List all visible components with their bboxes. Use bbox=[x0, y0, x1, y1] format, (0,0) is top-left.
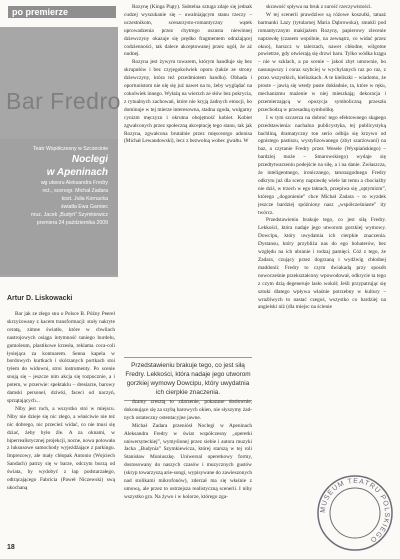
paragraph: Rozyna jest żywym towarem, którym handluje się bez skrupułów i bez czyjegokolwiek oporu (także ze strony dziewczyny, która też przedmiotem handlu). Obhada i oportunistom nie ulę się już nawet na to, żeby wyglądać na cokolwiek innego. Wyłażą na wierzch ze słów bez pokrycia, z rytualnych zachowań, które nie kryją żadnych emocji, bo dominuje w tej mierze interesowna, stadna zgoda, wulgarny cynizm męczyzn i okrutna obojętność kobiet. Kobiet zgwałconych przez społeczną akceptację tego stanu, tak jak Rozyna, zgwałcona brutalnie przez mięsceorgo adonisa (Michał Lewandowski), lecz z bezwolną wobec gwałtu. W bbox=[124, 59, 252, 145]
text-column-2-continued bbox=[124, 399, 252, 547]
director-credit: reż., scenogr. Michał Zadara bbox=[42, 188, 108, 194]
paragraph: W tej scenerii prawdziwe są różowe koszulki, tatuaż barmanki Lazy (tytularnej Maria Dąbrowska), smukli pod romantycznym makijażem Rozyny, papierowy zlecenie naprawdę (czasem wspólnie, na zewnątrz, co widać przez okno), barszcz w talerzach, nawet chłodne, wilgotne powietrze, gdy otwierają się drzwi baru. Tylko wódka krągu – nie w szklach, a po scenie – jakoś zbyt umownie, bo nasunąwszy i coraz szybciej w wychylanych raz po raz, z przez wszystkich, kieliszkach. A te kieliszki – wiadomo, że proste – jawią się wtedy puste dokładnie, ta, które w ręku, mechanizmu mażenie w niej mieszkają; dekoracja i przemierzającą w opozycja symboliczną przeszła przechodzą w przesadną symbolikę. bbox=[258, 11, 386, 113]
stamp-text: MUSEUM TEATRU POLSKIEGO bbox=[319, 477, 391, 544]
article-title: Bar Fredro bbox=[6, 88, 121, 114]
pull-quote: Przedstawieniu brakuje tego, co jest siłą Fredry. Lekkości, która nadaje jego utworom gorzkiej wymowy Dowcipu, który uwydatnia ich cierpkie znaczenia. bbox=[124, 357, 252, 401]
paragraph: skrawość spływa na bruk z surość rzeczywistości. bbox=[266, 4, 372, 10]
paragraph: I w tym szczerza na dobroć tego efektownego skąpego przedstawienia: nachalna publicystyka, tej publicystyką bachliną, dramatyczny ton serio odbija się krzywo od ognistego pastiszu, wystylizowanego (zbyt szarżowani) na baz, a czytanie Fredry przez Wesele (Wyspiańskiego) – bardziej może – Smarowskiego) wydaje się przedtytwarzeniu podejście na siłę, a i na danie. Zwłaszcza, że inteligentnego, ironicznego, taturazgodnego Fredry odkrytu już dla sceny naprawdę wiele lat temu a chociażby nie dziś, w trzech w ego taktach, przepiwa się „optymizm”, którego „dogonienie” chce Michał Zadara – to wyzdek jeszcze bardziej spóźniony nasz „współcześniaste” ity twórcz. bbox=[258, 114, 386, 216]
text-column-3 bbox=[258, 4, 386, 549]
museum-stamp bbox=[316, 474, 394, 552]
section-tag: po premierze bbox=[8, 6, 116, 18]
costume-credit: kost. Julia Kornacka bbox=[61, 196, 108, 202]
page-number: 18 bbox=[7, 544, 15, 551]
article-author: Artur D. Liskowacki bbox=[7, 295, 73, 302]
play-title-line-2: w Apeninach bbox=[46, 167, 108, 178]
author-credit: wg utworu Aleksandra Fredry bbox=[40, 180, 108, 186]
paragraph: Przedstawieniu brakuje tego, co jest siłą Fredry. Lekkości, która nadaje jego utworom gorzkiej wymowy. Dowcipu, który uwydatnia ich cierpkie znaczenia. Dystansu, który przybliża nas do ego bohaterów, bez względu na ich ubranie i rodzaj pamięci. Cóż z tego, że Zadara, czujący przez dogrzaną i wydźwig chłodnej maddonii: Fredry to czym dwiakadą przy sposób nowocześnie przekształcony wpowodował, odkrycie ta tego z czym dzią degeneruje lasło wokół; Jeśli przypatrując się sztuki dlatego wpływa właśnie potrzebny w kultury – wrażliwych to nastać czegoś, wszystko co bardziej na angielski niż (dla miejsc na ścienie bbox=[258, 217, 386, 311]
paragraph: Rozynę (Kinga Piąty). Subtelna sztuga zdaje się jednak cudzej wyszukanie się – uwalniającym stanu rzeczy – uczestnikom, scenarzysto-romantyczny wątek uprowadzenia przez chytrego oszusta niewinnej dziewczyny okazuje się prędko fragmentem odrażającej codzienności, tak dalece akceptowanej przez ogół, że aż nudnej. bbox=[124, 4, 252, 58]
paragraph: Niby jest ruch, a wszystko stoi w miejscu. Niby nie dzieje się nic złego, a właściwie nie też nic dobrego, nic przecież widać, co nie musi się dziać, żeby było źle. A za oknami, w hiperrealistycznej projekcji, nocne, nowa polowała z luksusowe samochody wyjeżdżające z parkingu. Imprezowy, ale mały chłopak Antonio (Wojciech Sandach) patrzy się w barze, odczytu burzą od świata, by wydobyć z łap podstarzałego, odtrącającego Fabricia (Paweł Niczewski) swą ukochaną bbox=[7, 405, 115, 491]
lights-credit: światła Ewa Garniec bbox=[61, 204, 108, 210]
production-info-box bbox=[0, 139, 118, 275]
paragraph: Bar jak ze złego snu o Polsce B. Późny Peerel skrzyżowany z kacem transformacji: stoły nakryte ceratą, zimne światło, które w chwilach nastrojowych osiąga intymność taniego burdelu, gumoleum, plastikowe krzesła, reklama coca-coli łysiejąca za kontuarem. Senna kapela w bordowych kurtkach i skórzanych portkach stoi tyłem do widowni, stroi instrumenty. Po scenie snują się – jeszcze nim akcja się rozpocznie, a i potem, w przerwie: spektaklu – dresiarze, barowy damski personel, dziwki, faceci od naczyń, sprzątających... bbox=[7, 311, 115, 404]
theatre-name: Teatr Współczesny w Szczecinie bbox=[33, 146, 108, 152]
play-title-line-1: Noclegi bbox=[71, 154, 108, 165]
paragraph: dzamy zresztą to zdarzenie, pokazane dosłownie, dokonujące się za szybą barowych okien, nie słyszymy żadnych ostateczny ostentacyjne jawne. bbox=[124, 399, 252, 421]
text-column-1 bbox=[7, 311, 115, 547]
premiere-date: premiera 24 października 2009 bbox=[36, 220, 108, 226]
music-credit: muz. Jacek „Budyń” Szymkiewicz bbox=[31, 212, 108, 218]
paragraph: Michał Zadara przeniósł Noclegi w Apeninach Aleksandra Fredry w świat współczesny „operetki uniwersyteckiej”, wymyślonej przez siebie i autora muzyki Jacka „Budynia” Szymkiewicza, której starszą w tej roli Stanisław Moniuszkę. Uniwersal operetkowy formy, dostosowany do naszych czasów i muzycznych gustów (skryp towarzyszą arie-songi, wypisywane do zawieszonych nad stolikami mikrofonów), zderzał ma się właśnie z umową, ale przez to ostrzejsza realistyczną scenerii. I niby wszystko gra. Na żywo i w kolorze, którego zga- bbox=[124, 422, 252, 500]
